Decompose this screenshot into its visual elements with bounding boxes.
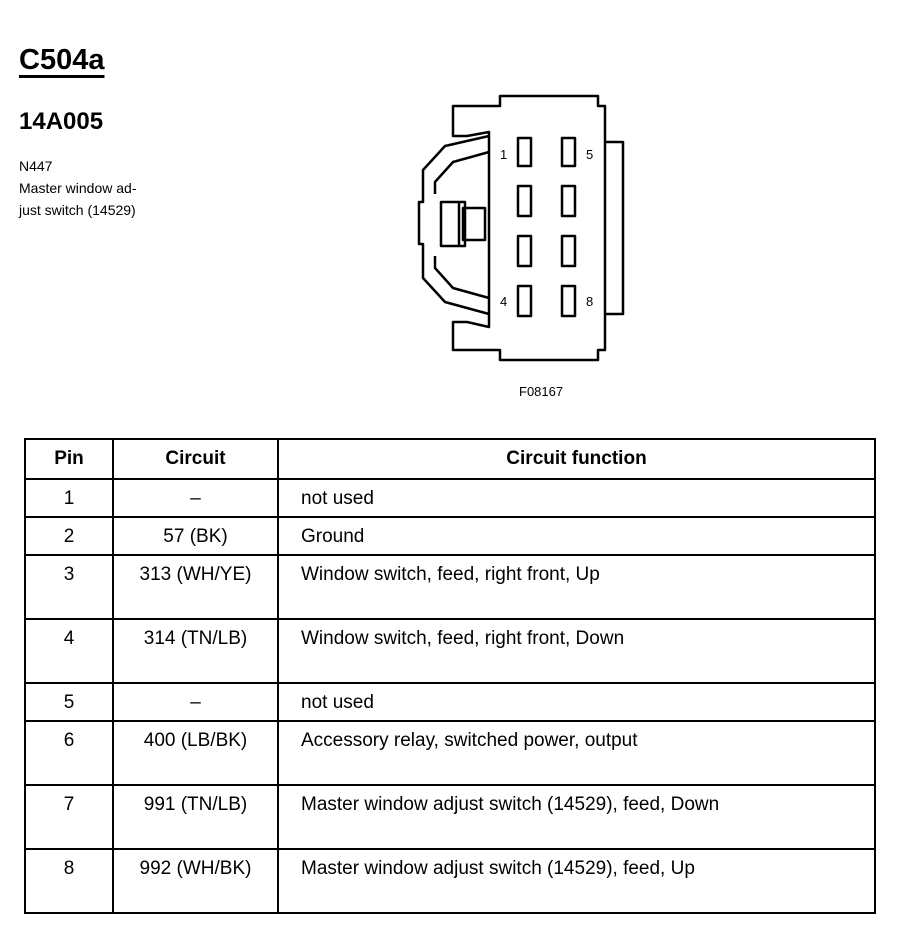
pin-cavity-6 bbox=[562, 186, 575, 216]
table-header-row bbox=[25, 439, 875, 479]
function-cell: Master window adjust switch (14529), feed, Down bbox=[278, 785, 875, 849]
pin-cavity-2 bbox=[518, 186, 531, 216]
circuit-cell: 992 (WH/BK) bbox=[113, 849, 278, 913]
connector-right-tab bbox=[605, 142, 623, 314]
location-code: N447 bbox=[19, 158, 53, 174]
function-cell: not used bbox=[278, 683, 875, 721]
pin-label-1: 1 bbox=[500, 147, 508, 162]
header-circuit-function: Circuit function bbox=[278, 439, 875, 479]
pin-cell: 8 bbox=[25, 849, 113, 913]
table-row bbox=[25, 849, 875, 913]
table-row bbox=[25, 721, 875, 785]
table-row bbox=[25, 619, 875, 683]
function-cell: Accessory relay, switched power, output bbox=[278, 721, 875, 785]
pin-cell: 1 bbox=[25, 479, 113, 517]
pin-cell: 6 bbox=[25, 721, 113, 785]
pin-cavity-8 bbox=[562, 286, 575, 316]
circuit-cell: 313 (WH/YE) bbox=[113, 555, 278, 619]
function-cell: Window switch, feed, right front, Down bbox=[278, 619, 875, 683]
circuit-cell: 400 (LB/BK) bbox=[113, 721, 278, 785]
pin-cell: 4 bbox=[25, 619, 113, 683]
pin-cavity-3 bbox=[518, 236, 531, 266]
table-row bbox=[25, 785, 875, 849]
function-cell: Master window adjust switch (14529), feed, Up bbox=[278, 849, 875, 913]
connector-id: C504a bbox=[19, 44, 105, 76]
pin-cavity-1 bbox=[518, 138, 531, 166]
table-row bbox=[25, 517, 875, 555]
function-cell: Window switch, feed, right front, Up bbox=[278, 555, 875, 619]
figure-id: F08167 bbox=[519, 384, 564, 399]
circuit-cell: – bbox=[113, 479, 278, 517]
circuit-cell: 991 (TN/LB) bbox=[113, 785, 278, 849]
circuit-cell: 314 (TN/LB) bbox=[113, 619, 278, 683]
header-circuit: Circuit bbox=[113, 439, 278, 479]
pin-label-5: 5 bbox=[586, 147, 594, 162]
description-line-2: just switch (14529) bbox=[19, 202, 136, 218]
circuit-cell: 57 (BK) bbox=[113, 517, 278, 555]
pin-cell: 2 bbox=[25, 517, 113, 555]
pin-cell: 3 bbox=[25, 555, 113, 619]
connector-diagram bbox=[405, 92, 645, 372]
pin-cavity-4 bbox=[518, 286, 531, 316]
pin-label-8: 8 bbox=[586, 294, 594, 309]
description-line-1: Master window ad- bbox=[19, 180, 137, 196]
circuit-cell: – bbox=[113, 683, 278, 721]
pin-cavity-5 bbox=[562, 138, 575, 166]
connector-housing bbox=[453, 96, 605, 360]
function-cell: Ground bbox=[278, 517, 875, 555]
part-number: 14A005 bbox=[19, 108, 104, 135]
pin-cell: 7 bbox=[25, 785, 113, 849]
header-pin: Pin bbox=[25, 439, 113, 479]
function-cell: not used bbox=[278, 479, 875, 517]
table-row bbox=[25, 479, 875, 517]
pin-label-4: 4 bbox=[500, 294, 508, 309]
pin-table bbox=[24, 438, 876, 914]
pin-cell: 5 bbox=[25, 683, 113, 721]
pin-cavity-7 bbox=[562, 236, 575, 266]
table-row bbox=[25, 683, 875, 721]
table-row bbox=[25, 555, 875, 619]
